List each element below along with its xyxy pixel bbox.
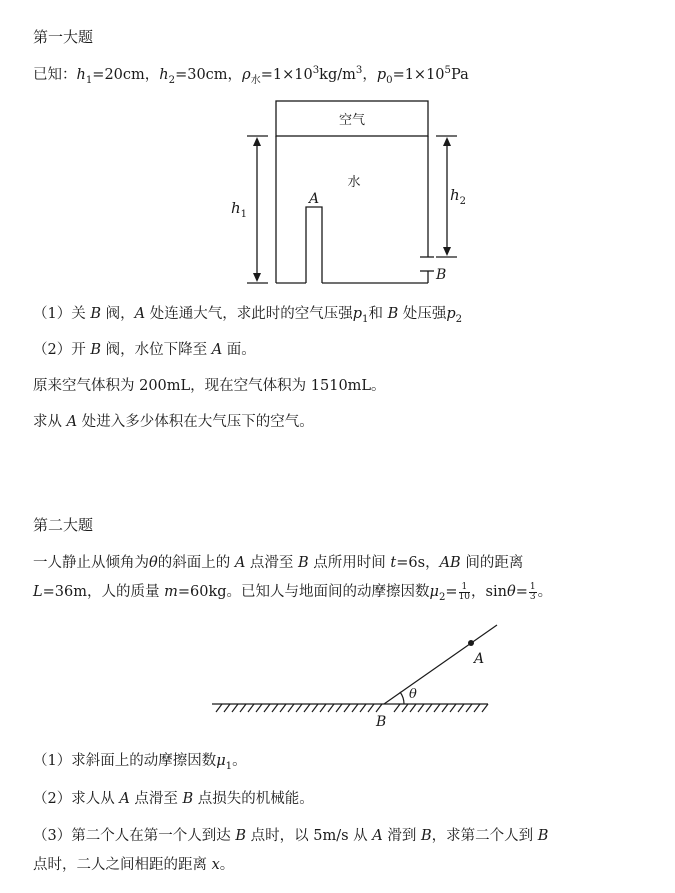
s1q1-text: 处连通大气，求此时的空气压强: [145, 306, 353, 322]
s2q2-text: 点滑至: [129, 791, 183, 807]
s2p2-eq: =: [515, 584, 528, 600]
s2p1-b: B: [298, 555, 309, 571]
s2q2-text: 点损失的机械能。: [193, 791, 314, 807]
s2p2-text: =36m，人的质量: [42, 584, 165, 600]
s1q1-p1: p: [352, 306, 362, 322]
s2q3-b: B: [420, 828, 432, 844]
s2q3-text: ，求第二个人到: [431, 828, 538, 844]
s2p2-L: L: [33, 584, 43, 600]
s2q3-text: 滑到: [382, 828, 421, 844]
point-a-dot: [468, 640, 474, 646]
s2p2-text: ，sin: [471, 584, 507, 600]
section2-title: 第二大题: [33, 516, 94, 534]
slope-diagram: [0, 620, 675, 730]
s2q3-b: B: [235, 828, 246, 844]
s2q3b-x: x: [211, 857, 220, 873]
s2q1-text: （1）求斜面上的动摩擦因数: [33, 753, 217, 769]
s2q1-mu: μ: [216, 753, 226, 769]
s1q1-text: 阀，: [101, 306, 135, 322]
s1l4-text: 求从: [33, 414, 67, 430]
s2-para-1: [33, 551, 523, 572]
s2p2-text: =60kg。已知人与地面间的动摩擦因数: [177, 584, 430, 600]
s2q3-b: B: [537, 828, 549, 844]
s2p2-mu: μ: [429, 584, 439, 600]
s1q1-text: 处压强: [398, 306, 447, 322]
frac1-den: 10: [458, 591, 471, 602]
p0-exp: 5: [444, 65, 451, 77]
s2-question-3-line-2: [33, 853, 234, 874]
section1-title: 第一大题: [33, 28, 94, 46]
s2-question-2: [33, 787, 314, 808]
given-prefix: 已知：: [33, 67, 77, 83]
s2q3b-text: 点时，二人之间相距的距离: [33, 857, 212, 873]
p0-symbol: p: [376, 67, 387, 83]
frac1-num: 1: [459, 583, 470, 593]
s1q2-text: （2）开: [33, 342, 91, 358]
s2p1-text: 点所用时间: [308, 555, 391, 571]
s2q3-text: 点时，以 5m/s 从: [246, 828, 373, 844]
slope-point-a: A: [474, 651, 485, 667]
rho-value: =1×10: [260, 67, 313, 83]
point-a-label: A: [309, 191, 320, 207]
s1l4-text: 处进入多少体积在大气压下的空气。: [77, 414, 314, 430]
s2q3b-text: 。: [219, 857, 235, 873]
ground-hatching: [216, 704, 488, 712]
s1q1-p2: p: [446, 306, 456, 322]
s1q2-text: 面。: [222, 342, 256, 358]
s2p2-eq: =: [445, 584, 458, 600]
container-diagram: [0, 0, 675, 300]
rho-unit: kg/m: [319, 67, 356, 83]
p0-unit: Pa: [451, 67, 469, 83]
inner-tube: [306, 207, 322, 283]
fraction-1-3: [529, 583, 537, 602]
h1-value: =20cm，: [92, 67, 160, 83]
h2-arrowhead-up: [443, 137, 451, 146]
s2q1-mu-sub: 1: [225, 760, 233, 772]
h1-arrowhead-up: [253, 137, 261, 146]
h2-arrowhead-down: [443, 247, 451, 256]
s1q1-text: （1）关: [33, 306, 91, 322]
s2p1-ab: AB: [439, 555, 461, 571]
h2-sub: 2: [168, 74, 176, 86]
s2q3-a: A: [372, 828, 383, 844]
s2q2-text: （2）求人从: [33, 791, 120, 807]
s1q1-b: B: [90, 306, 101, 322]
h1-symbol: h: [76, 67, 86, 83]
s2p1-t: t: [390, 555, 397, 571]
frac2-num: 1: [529, 581, 536, 592]
s2p2-m: m: [164, 584, 178, 600]
slope-angle: θ: [409, 687, 417, 702]
s1l4-a: A: [66, 414, 78, 430]
rho-exp: 3: [312, 65, 320, 77]
s2p1-text: 一人静止从倾角为: [33, 555, 149, 571]
s2p2-theta: θ: [506, 584, 516, 600]
p0-sub: 0: [386, 74, 393, 86]
air-label: 空气: [338, 113, 366, 128]
fraction-1-10: [459, 583, 470, 602]
s2p2-text: 。: [537, 584, 553, 600]
s2p1-text: 间的距离: [460, 555, 524, 571]
point-b-label: B: [436, 267, 447, 283]
p0-value: =1×10: [392, 67, 445, 83]
s2q1-text: 。: [232, 753, 247, 769]
s2p2-mu-sub: 2: [438, 591, 446, 603]
s1-question-2: [33, 338, 256, 359]
s2p1-theta: θ: [149, 555, 158, 571]
rho-symbol: ρ: [242, 67, 251, 83]
s2p1-text: 的斜面上的: [157, 555, 235, 571]
s1q1-p1-sub: 1: [362, 313, 369, 325]
h2-value: =30cm，: [175, 67, 243, 83]
s2-question-3-line-1: [33, 824, 548, 845]
h1-label: $h_1$: [231, 199, 248, 220]
s2-para-2: [33, 580, 552, 603]
s1q1-b: B: [387, 306, 399, 322]
s1q1-p2-sub: 2: [455, 313, 463, 325]
s1q2-b: B: [90, 342, 101, 358]
s1-question-1: [33, 302, 462, 325]
rho-unit-exp: 3: [355, 65, 363, 77]
s1q2-a: A: [211, 342, 223, 358]
slope-point-b: B: [376, 714, 387, 730]
s1q1-a: A: [134, 306, 146, 322]
water-label: 水: [347, 175, 361, 190]
s2p1-text: =6s，: [396, 555, 440, 571]
h2-symbol: h: [159, 67, 169, 83]
s2q2-a: A: [119, 791, 130, 807]
frac2-den: 3: [529, 591, 536, 602]
rho-sub: 水: [250, 74, 261, 86]
s1q2-text: 阀，水位下降至: [101, 342, 212, 358]
h1-arrowhead-down: [253, 273, 261, 282]
s1-line-3: 原来空气体积为 200mL，现在空气体积为 1510mL。: [33, 378, 386, 394]
s2q3-text: （3）第二个人在第一个人到达: [33, 828, 236, 844]
s2p1-text: 点滑至: [245, 555, 299, 571]
s2-question-1: [33, 749, 247, 772]
s2q2-b: B: [182, 791, 194, 807]
angle-arc: [400, 692, 404, 704]
s1q1-text: 和: [368, 306, 388, 322]
s2p1-a: A: [234, 555, 246, 571]
h1-sub: 1: [85, 74, 93, 86]
h2-label: $h_2$: [450, 186, 467, 207]
s1-line-4: [33, 410, 314, 431]
rho-sep: ，: [362, 67, 377, 83]
